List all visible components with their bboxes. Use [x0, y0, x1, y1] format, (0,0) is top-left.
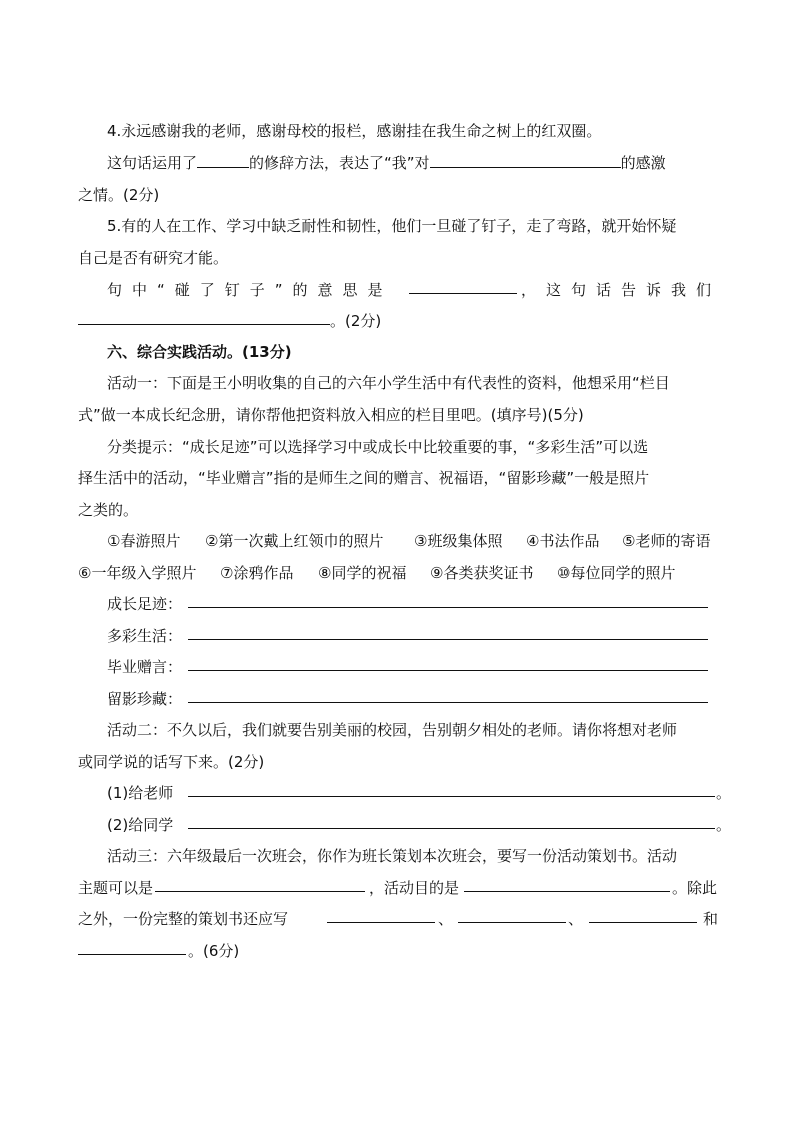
q5-lesson-blank[interactable] — [78, 324, 330, 325]
act3-theme-blank[interactable] — [155, 891, 365, 892]
act3-line3-a: 之外，一份完整的策划书还应写 — [78, 910, 289, 928]
item-8: ⑧同学的祝福 — [318, 564, 407, 582]
category-growth-blank[interactable] — [188, 607, 708, 608]
act2-line2: 或同学说的话写下来。(2分) — [78, 753, 265, 771]
act3-sep1: 、 — [438, 910, 454, 928]
act2-teacher-blank[interactable] — [188, 796, 715, 797]
category-growth-label: 成长足迹： — [107, 595, 183, 613]
hint-line1: 分类提示：“成长足迹”可以选择学习中或成长中比较重要的事，“多彩生活”可以选 — [107, 438, 649, 456]
q5-meaning-blank[interactable] — [409, 293, 517, 294]
act3-line2-b: ，活动目的是 — [369, 879, 460, 897]
q5-line4: 。(2分) — [330, 312, 382, 330]
act3-line2-c: 。除此 — [672, 879, 718, 897]
act3-sep2: 、 — [568, 910, 584, 928]
q4-text-c: 的感激 — [620, 154, 666, 172]
item-1: ①春游照片 — [107, 532, 181, 550]
item-9: ⑨各类获奖证书 — [430, 564, 534, 582]
item-5: ⑤老师的寄语 — [622, 532, 711, 550]
item-3: ③班级集体照 — [414, 532, 503, 550]
q4-line1: 4.永远感谢我的老师，感谢母校的报栏，感谢挂在我生命之树上的红双圈。 — [107, 122, 602, 140]
q4-line3: 之情。(2分) — [78, 186, 160, 204]
category-farewell-blank[interactable] — [188, 670, 708, 671]
act3-purpose-blank[interactable] — [464, 891, 670, 892]
act2-classmate-label: (2)给同学 — [107, 816, 174, 834]
section6-title: 六、综合实践活动。(13分) — [107, 343, 292, 361]
q5-line3-a — [107, 280, 393, 300]
item-2: ②第一次戴上红领巾的照片 — [205, 532, 384, 550]
category-photo-blank[interactable] — [188, 702, 708, 703]
item-4: ④书法作品 — [526, 532, 600, 550]
q5-line1: 5.有的人在工作、学习中缺乏耐性和韧性，他们一旦碰了钉子，走了弯路，就开始怀疑 — [107, 217, 677, 235]
act1-line1: 活动一：下面是王小明收集的自己的六年小学生活中有代表性的资料，他想采用“栏目 — [107, 374, 670, 392]
act2-teacher-label: (1)给老师 — [107, 784, 174, 802]
q5-text-b: ，这句话告诉我们 — [521, 281, 722, 299]
category-life-blank[interactable] — [188, 639, 708, 640]
act3-item1-blank[interactable] — [327, 922, 435, 923]
act3-item2-blank[interactable] — [458, 922, 566, 923]
act2-classmate-period: 。 — [716, 816, 732, 834]
act1-line2: 式”做一本成长纪念册，请你帮他把资料放入相应的栏目里吧。(填序号)(5分) — [78, 406, 584, 424]
category-farewell-label: 毕业赠言： — [107, 658, 183, 676]
act2-teacher-period: 。 — [716, 784, 732, 802]
act3-he: 和 — [703, 910, 719, 928]
act3-line1: 活动三：六年级最后一次班会，你作为班长策划本次班会，要写一份活动策划书。活动 — [107, 847, 678, 865]
q4-line2 — [107, 153, 666, 173]
item-7: ⑦涂鸦作品 — [220, 564, 294, 582]
act3-item3-blank[interactable] — [589, 922, 697, 923]
act3-line4: 。(6分) — [188, 942, 240, 960]
act2-line1: 活动二：不久以后，我们就要告别美丽的校园，告别朝夕相处的老师。请你将想对老师 — [107, 721, 678, 739]
q4-feeling-blank[interactable] — [430, 153, 621, 168]
hint-line3: 之类的。 — [78, 501, 139, 519]
act3-line2-a: 主题可以是 — [78, 879, 154, 897]
category-photo-label: 留影珍藏： — [107, 690, 183, 708]
act3-item4-blank[interactable] — [78, 954, 186, 955]
category-life-label: 多彩生活： — [107, 627, 183, 645]
q5-line3-b — [521, 280, 721, 300]
act2-classmate-blank[interactable] — [188, 828, 715, 829]
q5-line2: 自己是否有研究才能。 — [78, 249, 229, 267]
q5-text-a: 句中“碰了钉子”的意思是 — [107, 281, 393, 299]
item-10: ⑩每位同学的照片 — [557, 564, 676, 582]
q4-text-a: 这句话运用了 — [107, 154, 198, 172]
q4-text-b: 的修辞方法，表达了“我”对 — [249, 154, 430, 172]
q4-rhetoric-blank[interactable] — [197, 153, 249, 168]
hint-line2: 择生活中的活动，“毕业赠言”指的是师生之间的赠言、祝福语，“留影珍藏”一般是照片 — [78, 469, 650, 487]
item-6: ⑥一年级入学照片 — [78, 564, 197, 582]
